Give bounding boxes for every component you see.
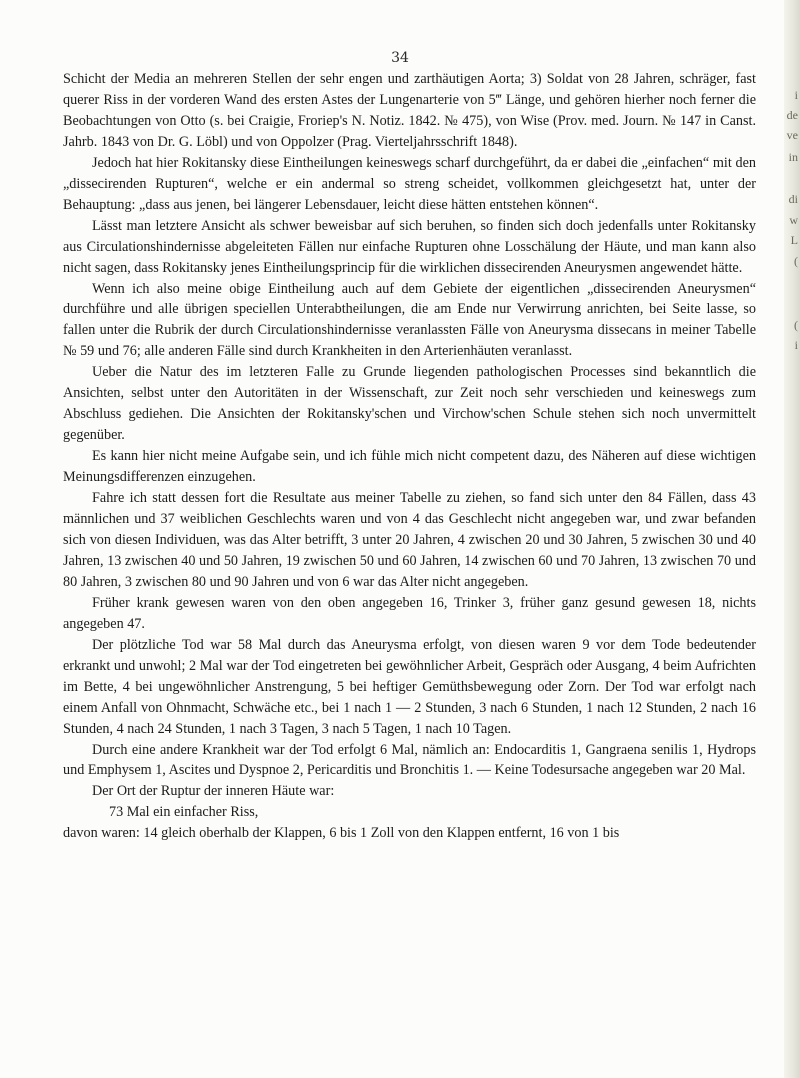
paragraph-1: Schicht der Media an mehreren Stellen der sehr engen und zarthäutigen Aorta; 3) Soldat von 28 Jahren, schräger, fast querer Riss in der vorderen Wand des ersten Astes der Lungenarterie von 5‴ Länge, und gehören hierher noch ferner die Beobachtungen von Otto (s. bei Craigie, Froriep's N. Notiz. 1842. № 475), von Wise (Prov. med. Journ. № 147 in Canst. Jahrb. 1843 von Dr. G. Löbl) und von Oppolzer (Prag. Vierteljahrsschrift 1848). [63, 71, 756, 150]
edge-glyph: i [794, 338, 798, 352]
edge-glyph: L [790, 233, 798, 247]
paragraph-10: Durch eine andere Krankheit war der Tod erfolgt 6 Mal, nämlich an: Endocarditis 1, Gangraena senilis 1, Hydrops und Emphysem 1, Ascites und Dyspnoe 2, Pericarditis und Bronchitis 1. — Keine Todesursache angegeben war 20 Mal. [63, 741, 756, 779]
paragraph-13: davon waren: 14 gleich oberhalb der Klappen, 6 bis 1 Zoll von den Klappen entfernt, 16 von 1 bis [63, 825, 620, 842]
paragraph-12: 73 Mal ein einfacher Riss, [109, 804, 259, 821]
edge-glyph: i [794, 88, 798, 102]
paragraph-3: Lässt man letztere Ansicht als schwer beweisbar auf sich beruhen, so finden sich doch jedenfalls unter Rokitansky aus Circulationshindernisse abgeleiteten Fällen nur einfache Rupturen ohne Losschälung der Häute, und man kann also nicht sagen, dass Rokitansky jenes Eintheilungsprincip für die wirklichen dissecirenden Aneurysmen angewendet hätte. [63, 217, 756, 276]
edge-glyph: ( [794, 254, 798, 268]
edge-glyph: w [789, 213, 798, 227]
paragraph-2: Jedoch hat hier Rokitansky diese Eintheilungen keineswegs scharf durchgeführt, da er dabei die „einfachen“ mit den „dissecirenden Rupturen“, welche er ein andermal so streng scheidet, vollkommen gleichgesetzt hat, unter der Behauptung: „dass aus jenen, bei längerer Lebensdauer, leicht diese hätten entstehen können“. [63, 154, 756, 213]
paragraph-9: Der plötzliche Tod war 58 Mal durch das Aneurysma erfolgt, von diesen waren 9 vor dem Tode bedeutender erkrankt und unwohl; 2 Mal war der Tod eingetreten bei gewöhnlicher Arbeit, Gespräch oder Ausgang, 4 beim Aufrichten im Bette, 4 bei ungewöhnlicher Anstrengung, 5 bei heftiger Gemüthsbewegung oder Zorn. Der Tod war erfolgt nach einem Anfall von Ohnmacht, Schwäche etc., bei 1 nach 1 — 2 Stunden, 3 nach 6 Stunden, 1 nach 12 Stunden, 2 nach 16 Stunden, 4 nach 24 Stunden, 1 nach 3 Tagen, 3 nach 5 Tagen, 1 nach 10 Tagen. [63, 636, 756, 737]
edge-glyph: ( [794, 318, 798, 332]
edge-glyph: de [786, 108, 798, 122]
paragraph-7: Fahre ich statt dessen fort die Resultate aus meiner Tabelle zu ziehen, so fand sich unter den 84 Fällen, dass 43 männlichen und 37 weiblichen Geschlechts waren und von 4 das Geschlecht nicht angegeben war, und zwar befanden sich von diesen Individuen, was das Alter betrifft, 3 unter 20 Jahren, 4 zwischen 20 und 30 Jahren, 5 zwischen 30 und 40 Jahren, 13 zwischen 40 und 50 Jahren, 19 zwischen 50 und 60 Jahren, 14 zwischen 60 und 70 Jahren, 13 zwischen 70 und 80 Jahren, 3 zwischen 80 und 90 Jahren und von 6 war das Alter nicht angegeben. [63, 490, 756, 590]
paragraph-5: Ueber die Natur des im letzteren Falle zu Grunde liegenden pathologischen Processes sind bekanntlich die Ansichten, selbst unter den Autoritäten in der Wissenschaft, zur Zeit noch sehr verschieden und keineswegs zum Abschluss gediehen. Die Ansichten der Rokitansky'schen und Virchow'schen Schule stehen sich noch unvermittelt gegenüber. [63, 364, 756, 444]
paragraph-8: Früher krank gewesen waren von den oben angegeben 16, Trinker 3, früher ganz gesund gewesen 18, nichts angegeben 47. [63, 594, 756, 632]
edge-glyph: di [788, 192, 798, 206]
adjacent-page-edge [784, 0, 800, 1078]
body-text [63, 69, 756, 844]
edge-glyph: in [788, 150, 798, 164]
page-number: 34 [391, 50, 409, 66]
paragraph-6: Es kann hier nicht meine Aufgabe sein, und ich fühle mich nicht competent dazu, des Näheren auf diese wichtigen Meinungsdifferenzen einzugehen. [63, 448, 756, 486]
edge-glyph: ve [786, 128, 798, 142]
paragraph-11: Der Ort der Ruptur der inneren Häute war: [92, 783, 335, 800]
paragraph-4: Wenn ich also meine obige Eintheilung auch auf dem Gebiete der eigentlichen „dissecirenden Aneurysmen“ durchführe und alle übrigen speciellen Unterabtheilungen, die am Ende nur Verwirrung anrichten, bei Seite lasse, so fallen unter die Rubrik der durch Circulationshindernisse veranlassten Fälle von Aneurysma dissecans in meiner Tabelle № 59 und 76; alle anderen Fälle sind durch Krankheiten in den Arterienhäuten veranlasst. [63, 280, 756, 360]
